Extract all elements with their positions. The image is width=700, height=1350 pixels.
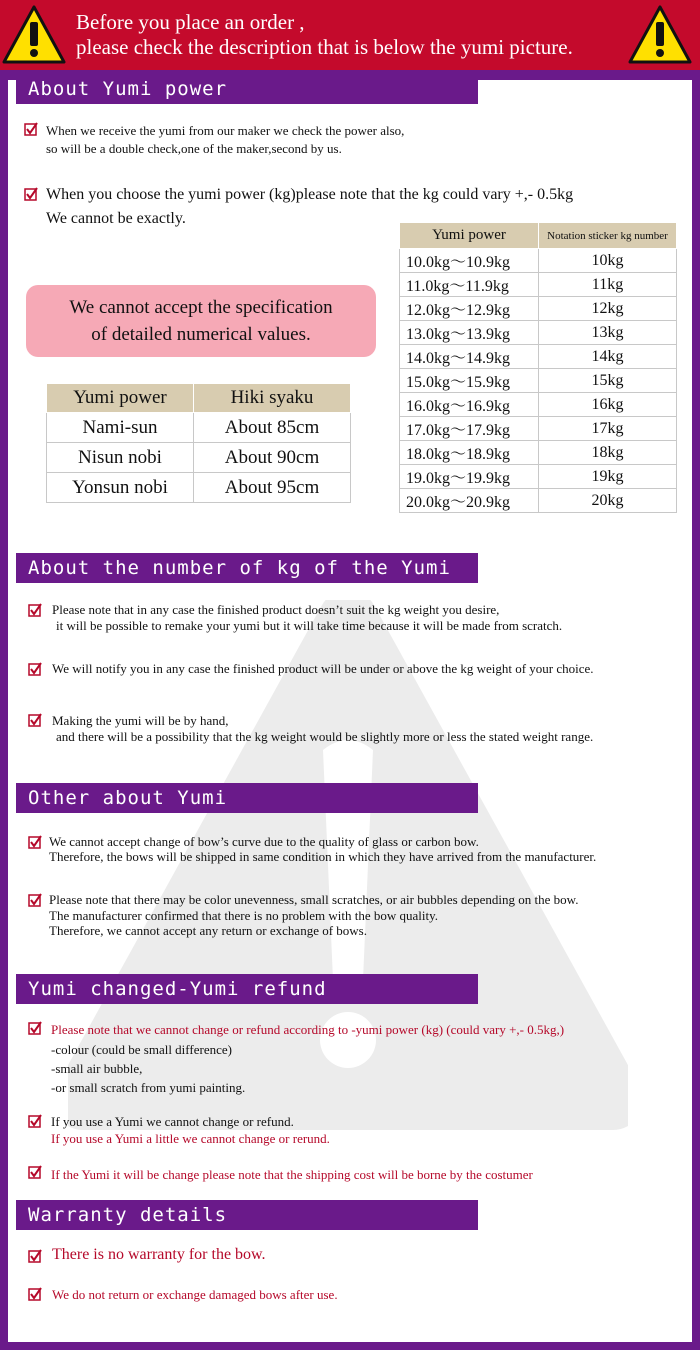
- notice-line-2: of detailed numerical values.: [91, 324, 311, 345]
- table-cell: 17.0kg〜17.9kg: [400, 417, 539, 441]
- table-row: [400, 441, 677, 465]
- column-header-yumi-power: Yumi power: [400, 223, 539, 249]
- other-text: We cannot accept change of bow’s curve due to the quality of glass or carbon bow.: [49, 834, 479, 849]
- table-cell: 14kg: [539, 345, 677, 369]
- warning-banner: [0, 0, 700, 70]
- table-cell: 17kg: [539, 417, 677, 441]
- table-cell: About 90cm: [194, 443, 351, 473]
- number-kg-text: and there will be a possibility that the kg weight would be slightly more or less the stated weight range.: [56, 729, 594, 744]
- table-cell: 20.0kg〜20.9kg: [400, 489, 539, 513]
- table-cell: 18.0kg〜18.9kg: [400, 441, 539, 465]
- table-header-row: [47, 384, 351, 413]
- section-header-number-of-kg: About the number of kg of the Yumi: [16, 553, 478, 583]
- notice-line-1: We cannot accept the specification: [69, 297, 333, 318]
- table-row: [47, 443, 351, 473]
- kg-table: [399, 222, 677, 513]
- refund-text: If the Yumi it will be change please note that the shipping cost will be borne by the costumer: [51, 1167, 533, 1182]
- checkbox-icon: [28, 713, 42, 727]
- table-cell: About 95cm: [194, 473, 351, 503]
- checkbox-icon: [28, 662, 42, 676]
- refund-text: -or small scratch from yumi painting.: [51, 1080, 246, 1095]
- section-header-yumi-refund: Yumi changed-Yumi refund: [16, 974, 478, 1004]
- table-row: [400, 465, 677, 489]
- table-cell: Yonsun nobi: [47, 473, 194, 503]
- warning-icon: [2, 4, 66, 66]
- notice-box: [26, 285, 376, 357]
- other-text: The manufacturer confirmed that there is no problem with the bow quality.: [49, 908, 439, 923]
- about-power-text: We cannot be exactly.: [46, 210, 186, 227]
- section-header-warranty-details: Warranty details: [16, 1200, 478, 1230]
- table-row: [400, 417, 677, 441]
- table-cell: 10.0kg〜10.9kg: [400, 249, 539, 273]
- checkbox-icon: [28, 603, 42, 617]
- table-cell: 18kg: [539, 441, 677, 465]
- checkbox-icon: [28, 1249, 42, 1263]
- checkbox-icon: [28, 1287, 42, 1301]
- about-power-text: When we receive the yumi from our maker we check the power also,: [46, 123, 405, 138]
- number-kg-text: it will be possible to remake your yumi but it will take time because it will be made from scratch.: [56, 618, 563, 633]
- table-cell: 12kg: [539, 297, 677, 321]
- checkbox-icon: [24, 187, 38, 201]
- number-kg-text: Making the yumi will be by hand,: [52, 713, 229, 728]
- checkbox-icon: [28, 893, 42, 907]
- table-cell: About 85cm: [194, 413, 351, 443]
- column-header-hiki-syaku: Hiki syaku: [194, 384, 351, 413]
- table-row: [47, 473, 351, 503]
- section-header-other-about-yumi: Other about Yumi: [16, 783, 478, 813]
- table-cell: 11.0kg〜11.9kg: [400, 273, 539, 297]
- warning-icon: [628, 4, 692, 66]
- warranty-text: There is no warranty for the bow.: [52, 1246, 266, 1263]
- table-cell: Nami-sun: [47, 413, 194, 443]
- refund-text: If you use a Yumi a little we cannot change or rerund.: [51, 1131, 330, 1146]
- other-text: Therefore, we cannot accept any return or exchange of bows.: [49, 923, 367, 938]
- table-row: [400, 273, 677, 297]
- refund-text: If you use a Yumi we cannot change or refund.: [51, 1114, 294, 1129]
- checkbox-icon: [28, 1021, 42, 1035]
- table-row: [400, 369, 677, 393]
- about-power-text: When you choose the yumi power (kg)please note that the kg could vary +,- 0.5kg: [46, 186, 574, 203]
- table-cell: 19kg: [539, 465, 677, 489]
- banner-text: [76, 10, 573, 60]
- number-kg-text: We will notify you in any case the finished product will be under or above the kg weight of your choice.: [52, 661, 594, 676]
- table-cell: 15.0kg〜15.9kg: [400, 369, 539, 393]
- refund-text: Please note that we cannot change or refund according to -yumi power (kg) (could vary +,- 0.5kg,): [51, 1022, 565, 1037]
- checkbox-icon: [28, 1165, 42, 1179]
- table-cell: 14.0kg〜14.9kg: [400, 345, 539, 369]
- section-header-about-yumi-power: About Yumi power: [16, 80, 478, 104]
- table-row: [400, 393, 677, 417]
- column-header-notation-sticker: Notation sticker kg number: [539, 223, 677, 249]
- table-cell: 13.0kg〜13.9kg: [400, 321, 539, 345]
- other-text: Please note that there may be color unevenness, small scratches, or air bubbles depending on the bow.: [49, 892, 579, 907]
- banner-line-2: please check the description that is below the yumi picture.: [76, 35, 573, 59]
- other-text: Therefore, the bows will be shipped in same condition in which they have arrived from the manufacturer.: [49, 849, 597, 864]
- refund-text: -small air bubble,: [51, 1061, 143, 1076]
- table-row: [400, 489, 677, 513]
- warranty-text: We do not return or exchange damaged bows after use.: [52, 1287, 338, 1302]
- table-header-row: [400, 223, 677, 249]
- table-cell: 15kg: [539, 369, 677, 393]
- number-kg-text: Please note that in any case the finished product doesn’t suit the kg weight you desire,: [52, 602, 500, 617]
- table-cell: 16.0kg〜16.9kg: [400, 393, 539, 417]
- checkbox-icon: [28, 835, 42, 849]
- table-cell: 13kg: [539, 321, 677, 345]
- table-cell: 10kg: [539, 249, 677, 273]
- table-cell: Nisun nobi: [47, 443, 194, 473]
- table-cell: 19.0kg〜19.9kg: [400, 465, 539, 489]
- about-power-text: so will be a double check,one of the maker,second by us.: [46, 141, 342, 156]
- hiki-syaku-table: [46, 383, 351, 503]
- table-row: [400, 297, 677, 321]
- table-row: [400, 321, 677, 345]
- table-cell: 11kg: [539, 273, 677, 297]
- table-row: [400, 345, 677, 369]
- column-header-yumi-power: Yumi power: [47, 384, 194, 413]
- table-cell: 16kg: [539, 393, 677, 417]
- table-row: [400, 249, 677, 273]
- refund-text: -colour (could be small difference): [51, 1042, 232, 1057]
- checkbox-icon: [28, 1114, 42, 1128]
- checkbox-icon: [24, 122, 38, 136]
- banner-line-1: Before you place an order ,: [76, 10, 305, 34]
- content-panel: [8, 80, 692, 1342]
- table-cell: 20kg: [539, 489, 677, 513]
- table-row: [47, 413, 351, 443]
- background-warning-sign-icon: [68, 600, 628, 1300]
- table-cell: 12.0kg〜12.9kg: [400, 297, 539, 321]
